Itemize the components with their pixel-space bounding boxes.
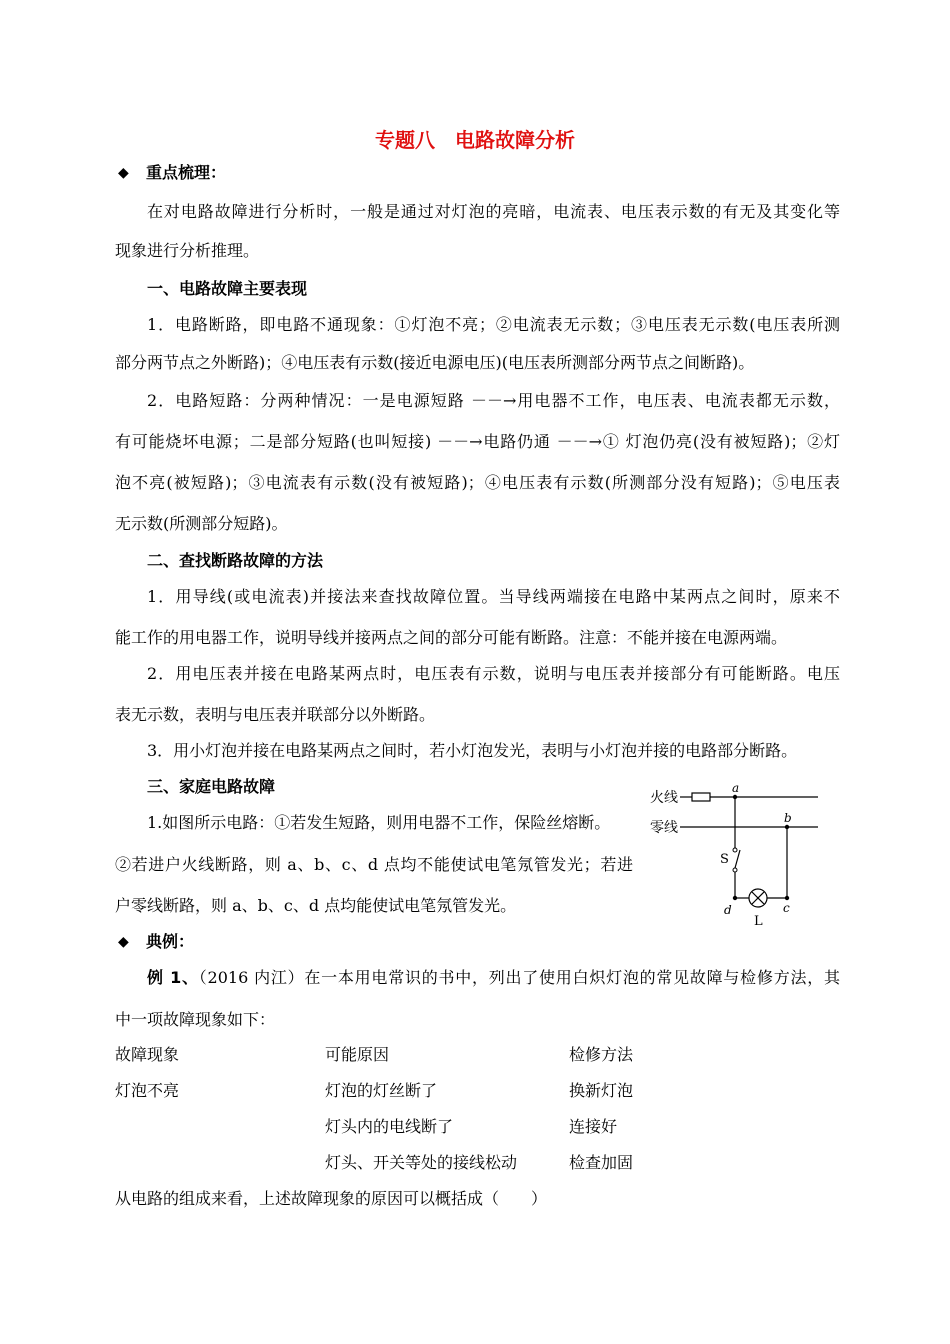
lamp-label: L [754,914,763,929]
example1-question: 从电路的组成来看，上述故障现象的原因可以概括成（ ） [115,1189,548,1208]
household-circuit-diagram [640,780,830,930]
part1-heading: 一、电路故障主要表现 [147,279,308,298]
example1-text: （2016 内江）在一本用电常识的书中，列出了使用白炽灯泡的常见故障与检修方法，其 [198,968,840,987]
table-row2-cause: 灯头内的电线断了 [325,1117,454,1136]
neutral-wire-label: 零线 [650,820,678,836]
junction-c [785,896,789,900]
table-row3-fix: 检查加固 [569,1153,634,1172]
table-row2-fix: 连接好 [569,1117,618,1136]
diamond-bullet-icon: ◆ [118,934,129,950]
table-row1-cause: 灯泡的灯丝断了 [325,1081,438,1100]
part2-item2-line2: 表无示数，表明与电压表并联部分以外断路。 [115,705,436,724]
part2-item3: 3．用小灯泡并接在电路某两点之间时，若小灯泡发光，表明与小灯泡并接的电路部分断路。 [147,741,798,760]
key-points-heading: 重点梳理： [146,163,227,182]
part1-item1-line2: 部分两节点之外断路)；④电压表有示数(接近电源电压)(电压表所测部分两节点之间断路)。 [115,353,755,372]
switch-lever [735,850,740,868]
part1-item1-line1: 1．电路断路，即电路不通现象：①灯泡不亮；②电流表无示数；③电压表无示数(电压表所测 [147,315,840,334]
switch-contact-top [733,848,737,852]
table-row1-fix: 换新灯泡 [569,1081,634,1100]
intro-line-2: 现象进行分析推理。 [115,241,260,260]
table-header-symptom: 故障现象 [115,1045,180,1064]
diamond-bullet-icon: ◆ [118,165,129,181]
example1-label: 例 1、 [147,968,199,987]
part3-item1-line3: 户零线断路，则 a、b、c、d 点均能使试电笔氖管发光。 [115,896,517,915]
part1-item2-line3: 泡不亮(被短路)；③电流表有示数(没有被短路)；④电压表有示数(所测部分没有短路)；⑤电压表 [115,473,840,492]
switch-label: S [720,852,729,867]
part3-heading: 三、家庭电路故障 [147,777,276,796]
live-wire-label: 火线 [650,790,678,806]
part3-item1-line2: ②若进户火线断路，则 a、b、c、d 点均不能使试电笔氖管发光；若进 [115,855,633,874]
part1-item2-line1: 2．电路短路：分两种情况：一是电源短路 －－→用电器不工作，电压表、电流表都无示数， [147,391,840,410]
point-d-label: d [724,903,732,917]
part3-item1-line1: 1.如图所示电路：①若发生短路，则用电器不工作，保险丝熔断。 [147,813,611,832]
part1-item2-line2: 有可能烧坏电源；二是部分短路(也叫短接) －－→电路仍通 －－→① 灯泡仍亮(没有被短路)；②灯 [115,432,840,451]
part2-heading: 二、查找断路故障的方法 [147,551,324,570]
part2-item1-line1: 1．用导线(或电流表)并接法来查找故障位置。当导线两端接在电路中某两点之间时，原来不 [147,587,840,606]
switch-contact-bottom [733,868,737,872]
point-c-label: c [783,901,790,915]
examples-heading: 典例： [146,932,195,951]
part1-item2-line4: 无示数(所测部分短路)。 [115,514,288,533]
example1-line1 [147,968,840,988]
table-row3-cause: 灯头、开关等处的接线松动 [325,1153,518,1172]
part2-item1-line2: 能工作的用电器工作，说明导线并接两点之间的部分可能有断路。注意：不能并接在电源两端。 [115,628,788,647]
junction-d [733,896,737,900]
intro-line-1: 在对电路故障进行分析时，一般是通过对灯泡的亮暗，电流表、电压表示数的有无及其变化等 [147,202,840,221]
point-a-label: a [732,781,740,795]
example1-line2: 中一项故障现象如下： [115,1010,276,1029]
table-header-fix: 检修方法 [569,1045,634,1064]
table-row1-symptom: 灯泡不亮 [115,1081,180,1100]
page-title: 专题八 电路故障分析 [375,128,575,152]
table-header-cause: 可能原因 [325,1045,390,1064]
point-b-label: b [784,811,792,825]
part2-item2-line1: 2．用电压表并接在电路某两点时，电压表有示数，说明与电压表并接部分有可能断路。电压 [147,664,840,683]
fuse-icon [692,793,710,801]
